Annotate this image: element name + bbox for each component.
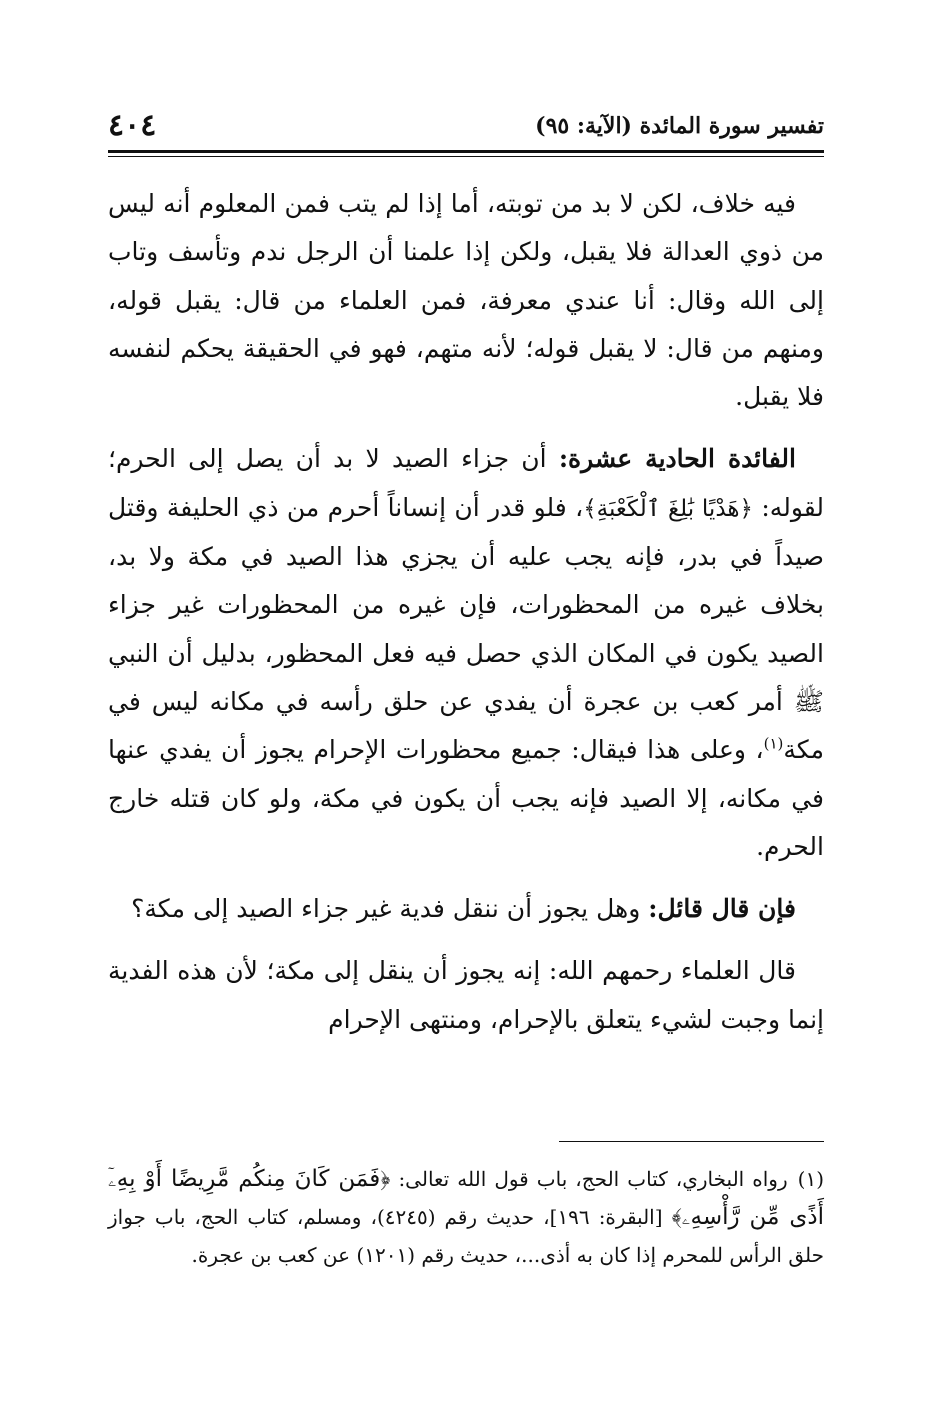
paragraph-1 <box>108 180 824 421</box>
paragraph-4 <box>108 947 824 1044</box>
footnote-reference[interactable]: (١) <box>763 734 784 753</box>
running-title: تفسير سورة المائدة (الآية: ٩٥) <box>535 113 824 139</box>
paragraph-2 <box>108 435 824 871</box>
paragraph-lead: الفائدة الحادية عشرة: <box>558 444 796 474</box>
paragraph-text: ، وعلى هذا فيقال: جميع محظورات الإحرام يجوز أن يفدي عنها في مكانه، إلا الصيد فإنه يجب أن يكون في مكة، ولو كان قتله خارج الحرم. <box>108 735 824 861</box>
header-rule-thin <box>108 156 824 157</box>
paragraph-text: أن جزاء الصيد لا بد أن يصل إلى الحرم؛ لقوله: <box>108 444 824 522</box>
quran-quote: ﴿هَدْيًا بَٰلِغَ ٱلْكَعْبَةِ﴾ <box>583 495 754 522</box>
page-header <box>108 108 824 144</box>
paragraph-text: قال العلماء رحمهم الله: إنه يجوز أن ينقل إلى مكة؛ لأن هذه الفدية إنما وجبت لشيء يتعلق بالإحرام، ومنتهى الإحرام <box>108 956 824 1034</box>
quran-quote: ﴿فَمَن كَانَ مِنكُم مَّرِيضًا أَوْ بِهِۦٓ أَذًى مِّن رَّأْسِهِۦ﴾ <box>108 1166 824 1230</box>
footnote-text: رواه البخاري، كتاب الحج، باب قول الله تعالى: <box>390 1167 788 1191</box>
header-rule-thick <box>108 150 824 153</box>
footnote-text: [البقرة: ١٩٦]، حديث رقم (٤٢٤٥)، ومسلم، كتاب الحج، باب جواز حلق الرأس للمحرم إذا كان به أذى...، حديث رقم (١٢٠١) عن كعب بن عجرة. <box>108 1205 824 1267</box>
paragraph-3 <box>108 885 824 933</box>
page-number: ٤٠٤ <box>108 108 157 143</box>
paragraph-text: ، فلو قدر أن إنساناً أحرم من ذي الحليفة وقتل صيداً في بدر، فإنه يجب عليه أن يجزي هذا الصيد في مكة ولا بد، بخلاف غيره من المحظورات، فإن غيره من المحظورات غير جزاء الصيد يكون في المكان الذي حصل فيه فعل المحظور، بدليل أن النبي ﷺ أمر كعب بن عجرة أن يفدي عن حلق رأسه في مكانه ليس في مكة <box>108 492 824 765</box>
paragraph-text: وهل يجوز أن ننقل فدية غير جزاء الصيد إلى مكة؟ <box>131 894 649 924</box>
book-page <box>108 0 824 1406</box>
paragraph-lead: فإن قال قائل: <box>648 894 796 924</box>
footnotes <box>108 1160 824 1274</box>
footnote-separator <box>559 1141 824 1142</box>
footnote-marker: (١) <box>797 1167 825 1191</box>
footnote-1 <box>108 1160 824 1274</box>
main-text <box>108 180 824 1058</box>
paragraph-text: فيه خلاف، لكن لا بد من توبته، أما إذا لم يتب فمن المعلوم أنه ليس من ذوي العدالة فلا يقبل، ولكن إذا علمنا أن الرجل ندم وتأسف وتاب إلى الله وقال: أنا عندي معرفة، فمن العلماء من قال: يقبل قوله، ومنهم من قال: لا يقبل قوله؛ لأنه متهم، فهو في الحقيقة يحكم لنفسه فلا يقبل. <box>108 189 824 412</box>
